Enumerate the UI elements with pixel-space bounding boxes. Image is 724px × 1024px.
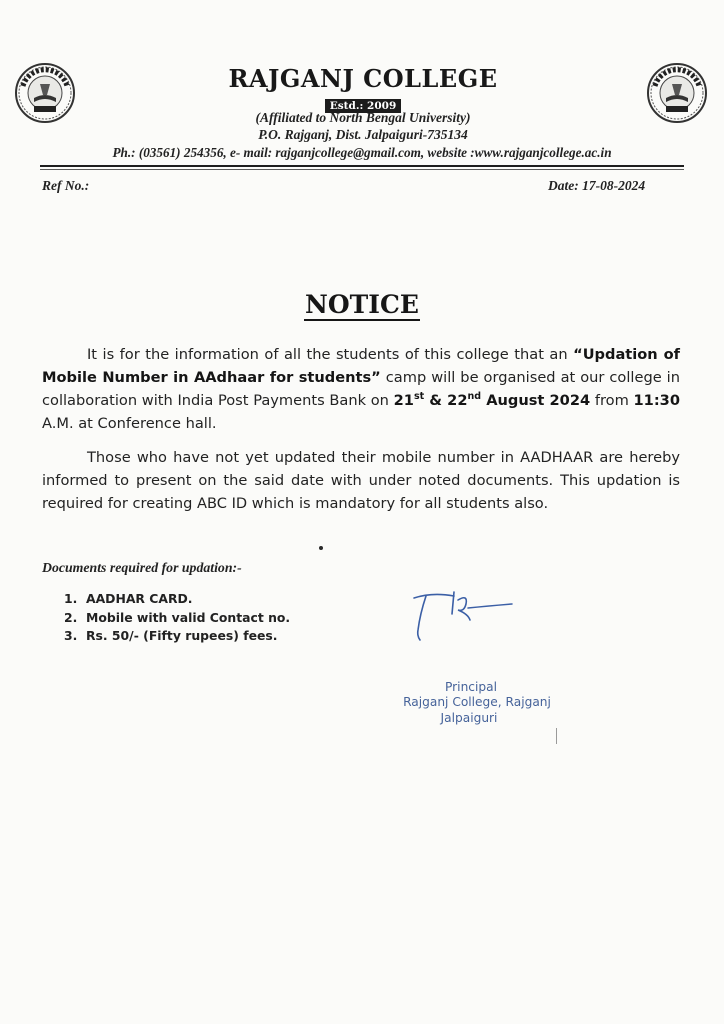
list-item xyxy=(64,627,290,646)
camp-dates xyxy=(394,392,591,409)
stamp-location: Jalpaiguri xyxy=(440,711,498,725)
para1-text-3: from xyxy=(590,392,634,409)
ref-number: Ref No.: xyxy=(42,178,90,193)
notice-title-text: NOTICE xyxy=(305,290,419,319)
college-seal-right xyxy=(646,62,708,124)
documents-list xyxy=(64,590,290,646)
principal-signature xyxy=(402,586,522,650)
notice-paragraph-1 xyxy=(42,343,680,435)
date-month-year: August 2024 xyxy=(481,392,591,409)
list-text: Rs. 50/- (Fifty rupees) fees. xyxy=(86,628,278,643)
notice-title xyxy=(0,290,724,319)
letterhead-rule-thin xyxy=(40,169,684,170)
date-day-2: & 22 xyxy=(424,392,468,409)
estd-badge: Estd.: 2009 xyxy=(325,99,402,113)
camp-time: 11:30 xyxy=(633,392,680,409)
letterhead-rule xyxy=(40,165,684,167)
para2-text: Those who have not yet updated their mobile number in AADHAAR are hereby informed to present on the said date with under noted documents. This updation is required for creating ABC ID which is mandatory for all students also. xyxy=(42,449,680,512)
college-name: RAJGANJ COLLEGE xyxy=(228,64,498,93)
camp-name: “Updation of Mobile Number in AAdhaar for students” xyxy=(42,346,680,386)
date-day-1: 21 xyxy=(393,392,414,409)
contact-line: Ph.: (03561) 254356, e- mail: rajganjcollege@gmail.com, website :www.rajganjcollege.ac.in xyxy=(112,145,612,160)
para1-text-1: It is for the information of all the students of this college that an xyxy=(87,346,574,363)
stamp-title: Principal xyxy=(445,680,497,694)
affiliation-line: (Affiliated to North Bengal University) xyxy=(255,110,471,125)
list-text: AADHAR CARD. xyxy=(86,591,193,606)
date-suffix-1: st xyxy=(413,391,425,403)
para1-text-2: camp will be organised at our college in collaboration with India Post Payments Bank on xyxy=(42,369,680,409)
notice-date: Date: 17-08-2024 xyxy=(548,178,646,193)
address-line: P.O. Rajganj, Dist. Jalpaiguri-735134 xyxy=(258,127,468,142)
college-seal-left xyxy=(14,62,76,124)
stray-mark xyxy=(319,546,323,550)
stray-mark xyxy=(556,728,557,744)
list-number: 3. xyxy=(64,628,78,643)
list-text: Mobile with valid Contact no. xyxy=(86,609,291,625)
para1-text-4: A.M. at Conference hall. xyxy=(42,415,217,432)
list-number: 1. xyxy=(64,591,78,606)
list-item xyxy=(64,590,290,609)
documents-heading: Documents required for updation:- xyxy=(42,560,242,575)
stamp-college: Rajganj College, Rajganj xyxy=(403,695,551,709)
notice-paragraph-2 xyxy=(42,446,680,515)
list-item xyxy=(64,609,290,628)
date-suffix-2: nd xyxy=(467,391,482,403)
list-number: 2. xyxy=(64,609,78,625)
